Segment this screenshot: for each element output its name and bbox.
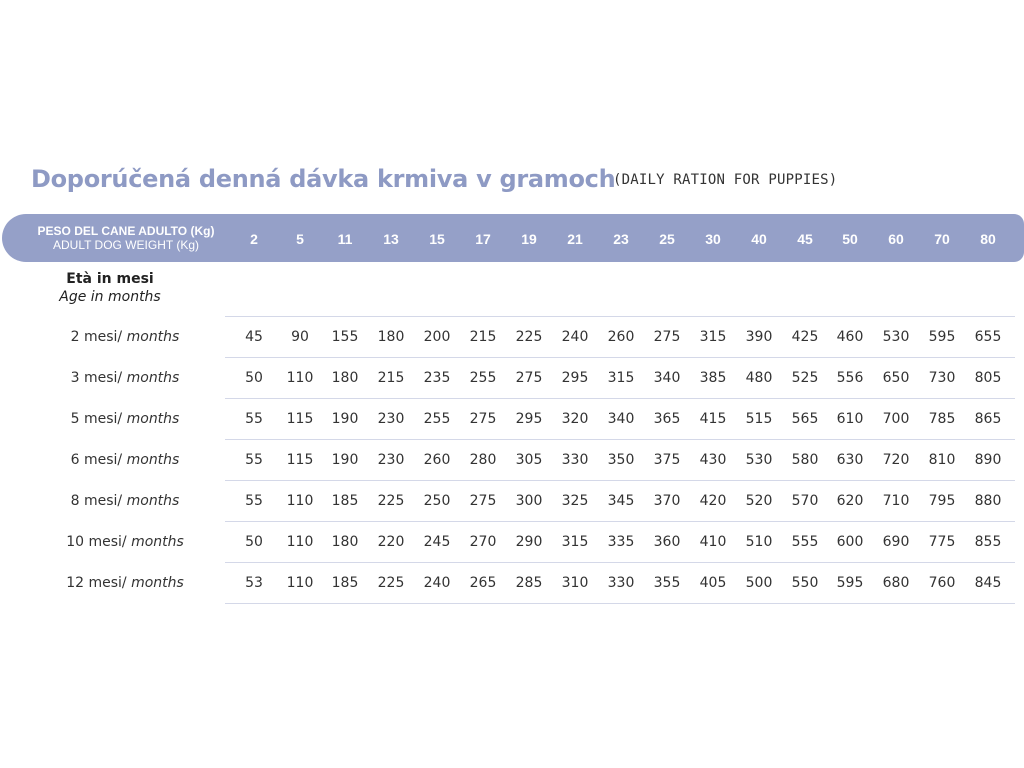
table-cell: 655	[974, 329, 1002, 345]
table-cell: 365	[653, 411, 681, 427]
row-divider	[225, 316, 1015, 317]
weight-header-cell: 5	[296, 231, 304, 247]
age-column-header-en: Age in months	[59, 289, 161, 305]
table-cell: 215	[377, 370, 405, 386]
table-cell: 595	[836, 575, 864, 591]
table-cell: 420	[699, 493, 727, 509]
row-age-label-en: months	[126, 493, 180, 509]
table-cell: 355	[653, 575, 681, 591]
table-cell: 880	[974, 493, 1002, 509]
table-cell: 460	[836, 329, 864, 345]
row-age-label	[0, 534, 250, 550]
row-age-label-en: months	[126, 370, 180, 386]
table-cell: 865	[974, 411, 1002, 427]
table-cell: 810	[928, 452, 956, 468]
row-age-label-en: months	[131, 575, 184, 591]
table-cell: 53	[245, 575, 263, 591]
table-cell: 430	[699, 452, 727, 468]
weight-header-cell: 2	[250, 231, 258, 247]
age-column-header-it: Età in mesi	[66, 271, 154, 287]
table-cell: 110	[286, 370, 314, 386]
table-cell: 110	[286, 575, 314, 591]
page-title: Doporúčená denná dávka krmiva v gramoch	[31, 165, 616, 193]
weight-header-label-it: PESO DEL CANE ADULTO (Kg)	[37, 224, 215, 238]
table-cell: 185	[331, 493, 359, 509]
table-cell: 805	[974, 370, 1002, 386]
weight-header-cell: 13	[383, 231, 399, 247]
row-age-label	[0, 411, 250, 427]
table-cell: 330	[561, 452, 589, 468]
table-cell: 510	[745, 534, 773, 550]
row-age-label-it: 8 mesi/	[70, 493, 123, 509]
table-cell: 300	[515, 493, 543, 509]
table-cell: 555	[791, 534, 819, 550]
table-cell: 260	[607, 329, 635, 345]
weight-header-cell: 80	[980, 231, 996, 247]
table-cell: 280	[469, 452, 497, 468]
table-cell: 190	[331, 452, 359, 468]
weight-header-cell: 50	[842, 231, 858, 247]
weight-header-cell: 17	[475, 231, 491, 247]
weight-header-cell: 60	[888, 231, 904, 247]
row-age-label-en: months	[126, 329, 180, 345]
row-divider	[225, 480, 1015, 481]
weight-header-cell: 23	[613, 231, 629, 247]
row-age-label	[0, 575, 250, 591]
table-cell: 110	[286, 493, 314, 509]
table-cell: 275	[653, 329, 681, 345]
page-subtitle: (DAILY RATION FOR PUPPIES)	[613, 172, 838, 188]
row-age-label-it: 6 mesi/	[70, 452, 123, 468]
table-cell: 230	[377, 452, 405, 468]
table-cell: 760	[928, 575, 956, 591]
table-cell: 425	[791, 329, 819, 345]
table-cell: 415	[699, 411, 727, 427]
weight-header-cell: 21	[567, 231, 583, 247]
table-cell: 180	[377, 329, 405, 345]
table-cell: 335	[607, 534, 635, 550]
row-age-label-en: months	[126, 452, 180, 468]
table-cell: 190	[331, 411, 359, 427]
table-cell: 245	[423, 534, 451, 550]
table-cell: 855	[974, 534, 1002, 550]
table-cell: 370	[653, 493, 681, 509]
table-cell: 700	[882, 411, 910, 427]
weight-header-cell: 25	[659, 231, 675, 247]
table-cell: 55	[245, 411, 263, 427]
table-cell: 45	[245, 329, 263, 345]
table-cell: 730	[928, 370, 956, 386]
table-cell: 595	[928, 329, 956, 345]
table-cell: 255	[423, 411, 451, 427]
table-cell: 565	[791, 411, 819, 427]
table-cell: 295	[561, 370, 589, 386]
table-cell: 230	[377, 411, 405, 427]
weight-header-cell: 70	[934, 231, 950, 247]
row-divider	[225, 398, 1015, 399]
weight-header-cell: 45	[797, 231, 813, 247]
table-cell: 530	[745, 452, 773, 468]
table-cell: 630	[836, 452, 864, 468]
table-cell: 110	[286, 534, 314, 550]
table-cell: 385	[699, 370, 727, 386]
table-cell: 345	[607, 493, 635, 509]
age-column-header	[20, 270, 200, 306]
weight-header-label-en: ADULT DOG WEIGHT (Kg)	[52, 238, 199, 252]
table-cell: 295	[515, 411, 543, 427]
table-cell: 260	[423, 452, 451, 468]
table-cell: 180	[331, 370, 359, 386]
table-cell: 310	[561, 575, 589, 591]
row-divider	[225, 562, 1015, 563]
row-divider	[225, 439, 1015, 440]
weight-header-cell: 19	[521, 231, 537, 247]
table-cell: 265	[469, 575, 497, 591]
table-cell: 570	[791, 493, 819, 509]
table-cell: 525	[791, 370, 819, 386]
row-age-label-en: months	[131, 534, 184, 550]
table-cell: 250	[423, 493, 451, 509]
table-cell: 50	[245, 534, 263, 550]
table-cell: 90	[291, 329, 309, 345]
table-cell: 500	[745, 575, 773, 591]
table-cell: 350	[607, 452, 635, 468]
table-cell: 215	[469, 329, 497, 345]
table-cell: 305	[515, 452, 543, 468]
table-cell: 315	[607, 370, 635, 386]
row-age-label	[0, 452, 250, 468]
table-cell: 55	[245, 493, 263, 509]
table-cell: 275	[469, 411, 497, 427]
row-age-label-it: 2 mesi/	[70, 329, 123, 345]
table-cell: 550	[791, 575, 819, 591]
table-cell: 185	[331, 575, 359, 591]
table-cell: 340	[607, 411, 635, 427]
table-cell: 515	[745, 411, 773, 427]
table-cell: 520	[745, 493, 773, 509]
row-age-label-en: months	[126, 411, 180, 427]
table-cell: 360	[653, 534, 681, 550]
row-age-label-it: 10 mesi/	[66, 534, 127, 550]
row-divider	[225, 357, 1015, 358]
table-cell: 225	[377, 493, 405, 509]
table-cell: 235	[423, 370, 451, 386]
table-cell: 180	[331, 534, 359, 550]
table-cell: 270	[469, 534, 497, 550]
table-cell: 275	[469, 493, 497, 509]
table-cell: 320	[561, 411, 589, 427]
table-cell: 890	[974, 452, 1002, 468]
table-cell: 600	[836, 534, 864, 550]
table-cell: 405	[699, 575, 727, 591]
table-cell: 50	[245, 370, 263, 386]
table-cell: 690	[882, 534, 910, 550]
table-cell: 155	[331, 329, 359, 345]
row-age-label	[0, 493, 250, 509]
table-cell: 225	[377, 575, 405, 591]
table-cell: 55	[245, 452, 263, 468]
table-cell: 315	[561, 534, 589, 550]
table-cell: 785	[928, 411, 956, 427]
table-cell: 375	[653, 452, 681, 468]
table-cell: 290	[515, 534, 543, 550]
table-cell: 225	[515, 329, 543, 345]
table-cell: 680	[882, 575, 910, 591]
weight-header-cell: 40	[751, 231, 767, 247]
weight-header-cell: 11	[337, 231, 353, 247]
row-age-label-it: 5 mesi/	[70, 411, 123, 427]
row-age-label	[0, 329, 250, 345]
table-cell: 610	[836, 411, 864, 427]
table-cell: 390	[745, 329, 773, 345]
table-cell: 410	[699, 534, 727, 550]
table-cell: 620	[836, 493, 864, 509]
table-cell: 710	[882, 493, 910, 509]
row-age-label	[0, 370, 250, 386]
table-cell: 775	[928, 534, 956, 550]
table-cell: 220	[377, 534, 405, 550]
weight-header-cell: 15	[429, 231, 445, 247]
weight-header-label	[20, 224, 232, 252]
table-cell: 720	[882, 452, 910, 468]
table-cell: 530	[882, 329, 910, 345]
table-cell: 285	[515, 575, 543, 591]
table-cell: 480	[745, 370, 773, 386]
table-cell: 240	[423, 575, 451, 591]
table-cell: 845	[974, 575, 1002, 591]
table-cell: 556	[836, 370, 864, 386]
table-cell: 795	[928, 493, 956, 509]
row-age-label-it: 3 mesi/	[70, 370, 123, 386]
row-divider	[225, 521, 1015, 522]
row-age-label-it: 12 mesi/	[66, 575, 127, 591]
table-cell: 115	[286, 411, 314, 427]
table-cell: 275	[515, 370, 543, 386]
row-divider	[225, 603, 1015, 604]
table-cell: 580	[791, 452, 819, 468]
table-cell: 325	[561, 493, 589, 509]
table-cell: 330	[607, 575, 635, 591]
table-cell: 115	[286, 452, 314, 468]
table-cell: 240	[561, 329, 589, 345]
weight-header-cell: 30	[705, 231, 721, 247]
table-cell: 340	[653, 370, 681, 386]
table-cell: 255	[469, 370, 497, 386]
table-cell: 200	[423, 329, 451, 345]
table-cell: 650	[882, 370, 910, 386]
table-cell: 315	[699, 329, 727, 345]
